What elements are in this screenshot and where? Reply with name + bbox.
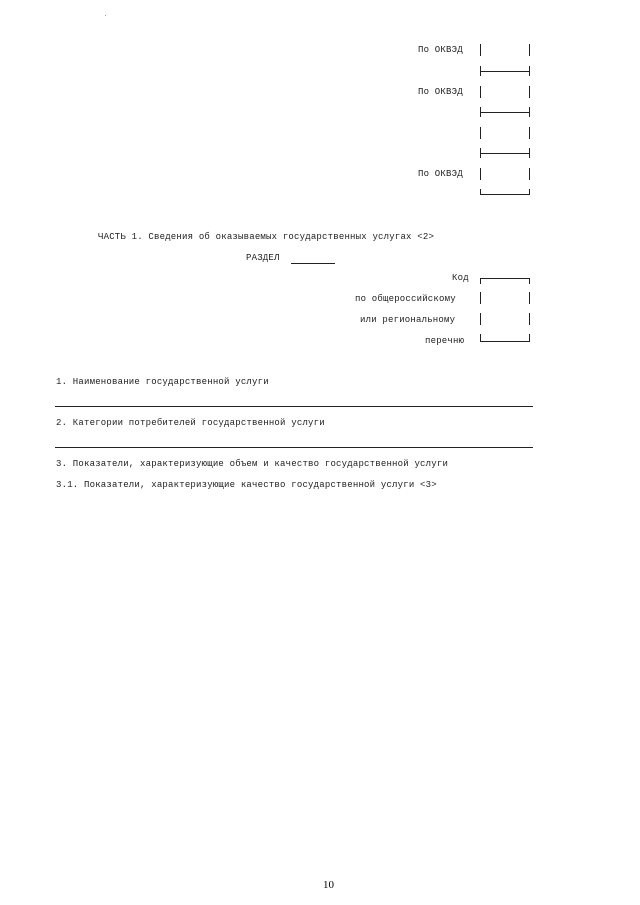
- item-1-fill-line: [55, 406, 533, 407]
- page-number: 10: [323, 879, 334, 891]
- item-1-service-name: 1. Наименование государственной услуги: [56, 377, 269, 387]
- code-line-4: перечню: [425, 336, 465, 346]
- part-title: ЧАСТЬ 1. Сведения об оказываемых государственных услугах <2>: [98, 232, 435, 242]
- code-label: Код: [452, 273, 469, 283]
- section-label: РАЗДЕЛ: [246, 253, 280, 263]
- okved-label-1: По ОКВЭД: [418, 45, 463, 55]
- item-2-consumer-categories: 2. Категории потребителей государственной услуги: [56, 418, 325, 428]
- okved-label-3: По ОКВЭД: [418, 169, 463, 179]
- item-3-1-quality-indicators: 3.1. Показатели, характеризующие качество государственной услуги <3>: [56, 480, 437, 490]
- item-2-fill-line: [55, 447, 533, 448]
- item-3-indicators: 3. Показатели, характеризующие объем и качество государственной услуги: [56, 459, 449, 469]
- section-number-line: [291, 263, 335, 264]
- code-line-2: по общероссийскому: [355, 294, 456, 304]
- okved-label-2: По ОКВЭД: [418, 87, 463, 97]
- scan-dot: [105, 15, 106, 16]
- code-line-3: или региональному: [360, 315, 456, 325]
